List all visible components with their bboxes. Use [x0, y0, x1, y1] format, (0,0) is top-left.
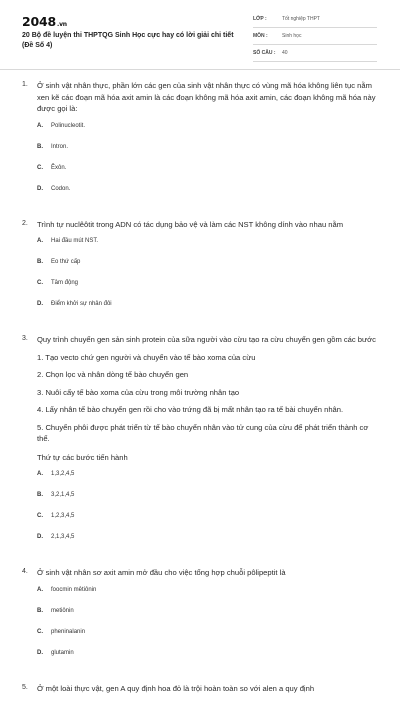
option-a[interactable]: A. 1,3,2,4,5 — [37, 471, 75, 477]
logo-main: 2048 — [22, 14, 56, 29]
procedure-step: 5. Chuyển phôi được phát triển từ tế bào chuyển nhân vào tử cung của cừu để phát triển thành cơ thể. — [37, 422, 369, 443]
meta-value: Sinh học — [282, 33, 302, 39]
option-b[interactable]: B. metiônin — [37, 607, 74, 614]
site-logo[interactable] — [22, 14, 67, 29]
meta-panel — [253, 14, 377, 65]
meta-value: 40 — [282, 50, 288, 56]
question-2 — [22, 219, 380, 323]
option-a[interactable]: A. foocmin mêtiônin — [37, 586, 97, 593]
question-text: Ở sinh vật nhân thực, phần lớn các gen của sinh vật nhân thực có vùng mã hóa không liên tục nằm xen kẽ các đoạn mã hóa axit amin là các đoạn không mã hóa axit amin, các đoạn không mã hóa này được gọi là: — [37, 81, 376, 113]
procedure-step: 2. Chọn lọc và nhân dòng tế bào chuyển gen — [37, 370, 189, 379]
option-list — [37, 587, 380, 671]
procedure-step: 1. Tạo vecto chứ gen người và chuyển vào tế bào xoma của cừu — [37, 352, 256, 362]
question-number: 5. — [22, 683, 28, 691]
question-number: 4. — [22, 568, 28, 575]
option-b[interactable]: B. Intron. — [37, 143, 69, 150]
question-1 — [22, 80, 380, 207]
option-c[interactable]: C. Êxôn. — [37, 164, 67, 171]
question-5 — [22, 683, 380, 695]
question-3 — [22, 334, 380, 555]
option-b[interactable]: B. 3,2,1,4,5 — [37, 492, 75, 498]
option-d[interactable]: D. Codon. — [37, 185, 71, 192]
question-text: Ở một loài thực vật, gen A quy định hoa đỏ là trội hoàn toàn so với alen a quy định — [37, 683, 315, 693]
option-b[interactable]: B. Eo thứ cấp — [37, 259, 81, 265]
option-list — [37, 238, 380, 322]
question-text: Quy trình chuyển gen sản sinh protein của sữa người vào cừu tạo ra cừu chuyển gen gồm các bước — [37, 335, 376, 344]
document-title: 20 Bộ đề luyện thi THPTQG Sinh Học cực hay có lời giải chi tiết (Đề Số 4) — [22, 32, 234, 49]
question-lead: Thứ tự các bước tiến hành — [37, 452, 128, 462]
document-header — [0, 0, 400, 68]
option-d[interactable]: D. glutamin — [37, 649, 74, 656]
option-c[interactable]: C. pheninalanin — [37, 628, 86, 635]
question-list — [22, 80, 380, 706]
question-number: 1. — [22, 81, 28, 88]
logo-sub: .vn — [57, 21, 67, 28]
meta-key: LỚP : — [253, 16, 267, 22]
procedure-step: 4. Lấy nhân tế bào chuyển gen rồi cho vào trứng đã bị mất nhân tạo ra tế bài chuyển nhân. — [37, 405, 344, 414]
question-number: 2. — [22, 219, 28, 227]
procedure-step: 3. Nuôi cấy tế bào xoma của cừu trong môi trường nhân tạo — [37, 387, 240, 397]
question-number: 3. — [22, 335, 28, 342]
meta-row-subject — [253, 31, 377, 45]
meta-key: MÔN : — [253, 33, 268, 39]
question-text: Ở sinh vật nhân sơ axit amin mở đầu cho việc tổng hợp chuỗi pôlipeptit là — [37, 568, 286, 577]
meta-key: SỐ CÂU : — [253, 50, 276, 56]
header-divider — [0, 69, 400, 70]
option-list — [37, 123, 380, 207]
option-a[interactable]: A. Hai đầu mút NST. — [37, 238, 99, 244]
option-list — [37, 471, 380, 555]
option-d[interactable]: D. 2,1,3,4,5 — [37, 534, 75, 540]
option-c[interactable]: C. 1,2,3,4,5 — [37, 513, 75, 519]
question-4 — [22, 567, 380, 671]
meta-row-class — [253, 14, 377, 28]
option-a[interactable]: A. Polinucleotit. — [37, 122, 86, 129]
option-c[interactable]: C. Tâm động — [37, 280, 79, 286]
option-d[interactable]: D. Điểm khởi sự nhân đôi — [37, 301, 112, 307]
meta-row-count — [253, 48, 377, 62]
question-text: Trình tự nuclêôtit trong ADN có tác dụng bảo vệ và làm các NST không dính vào nhau nằm — [37, 219, 344, 229]
meta-value: Tốt nghiệp THPT — [282, 16, 320, 22]
